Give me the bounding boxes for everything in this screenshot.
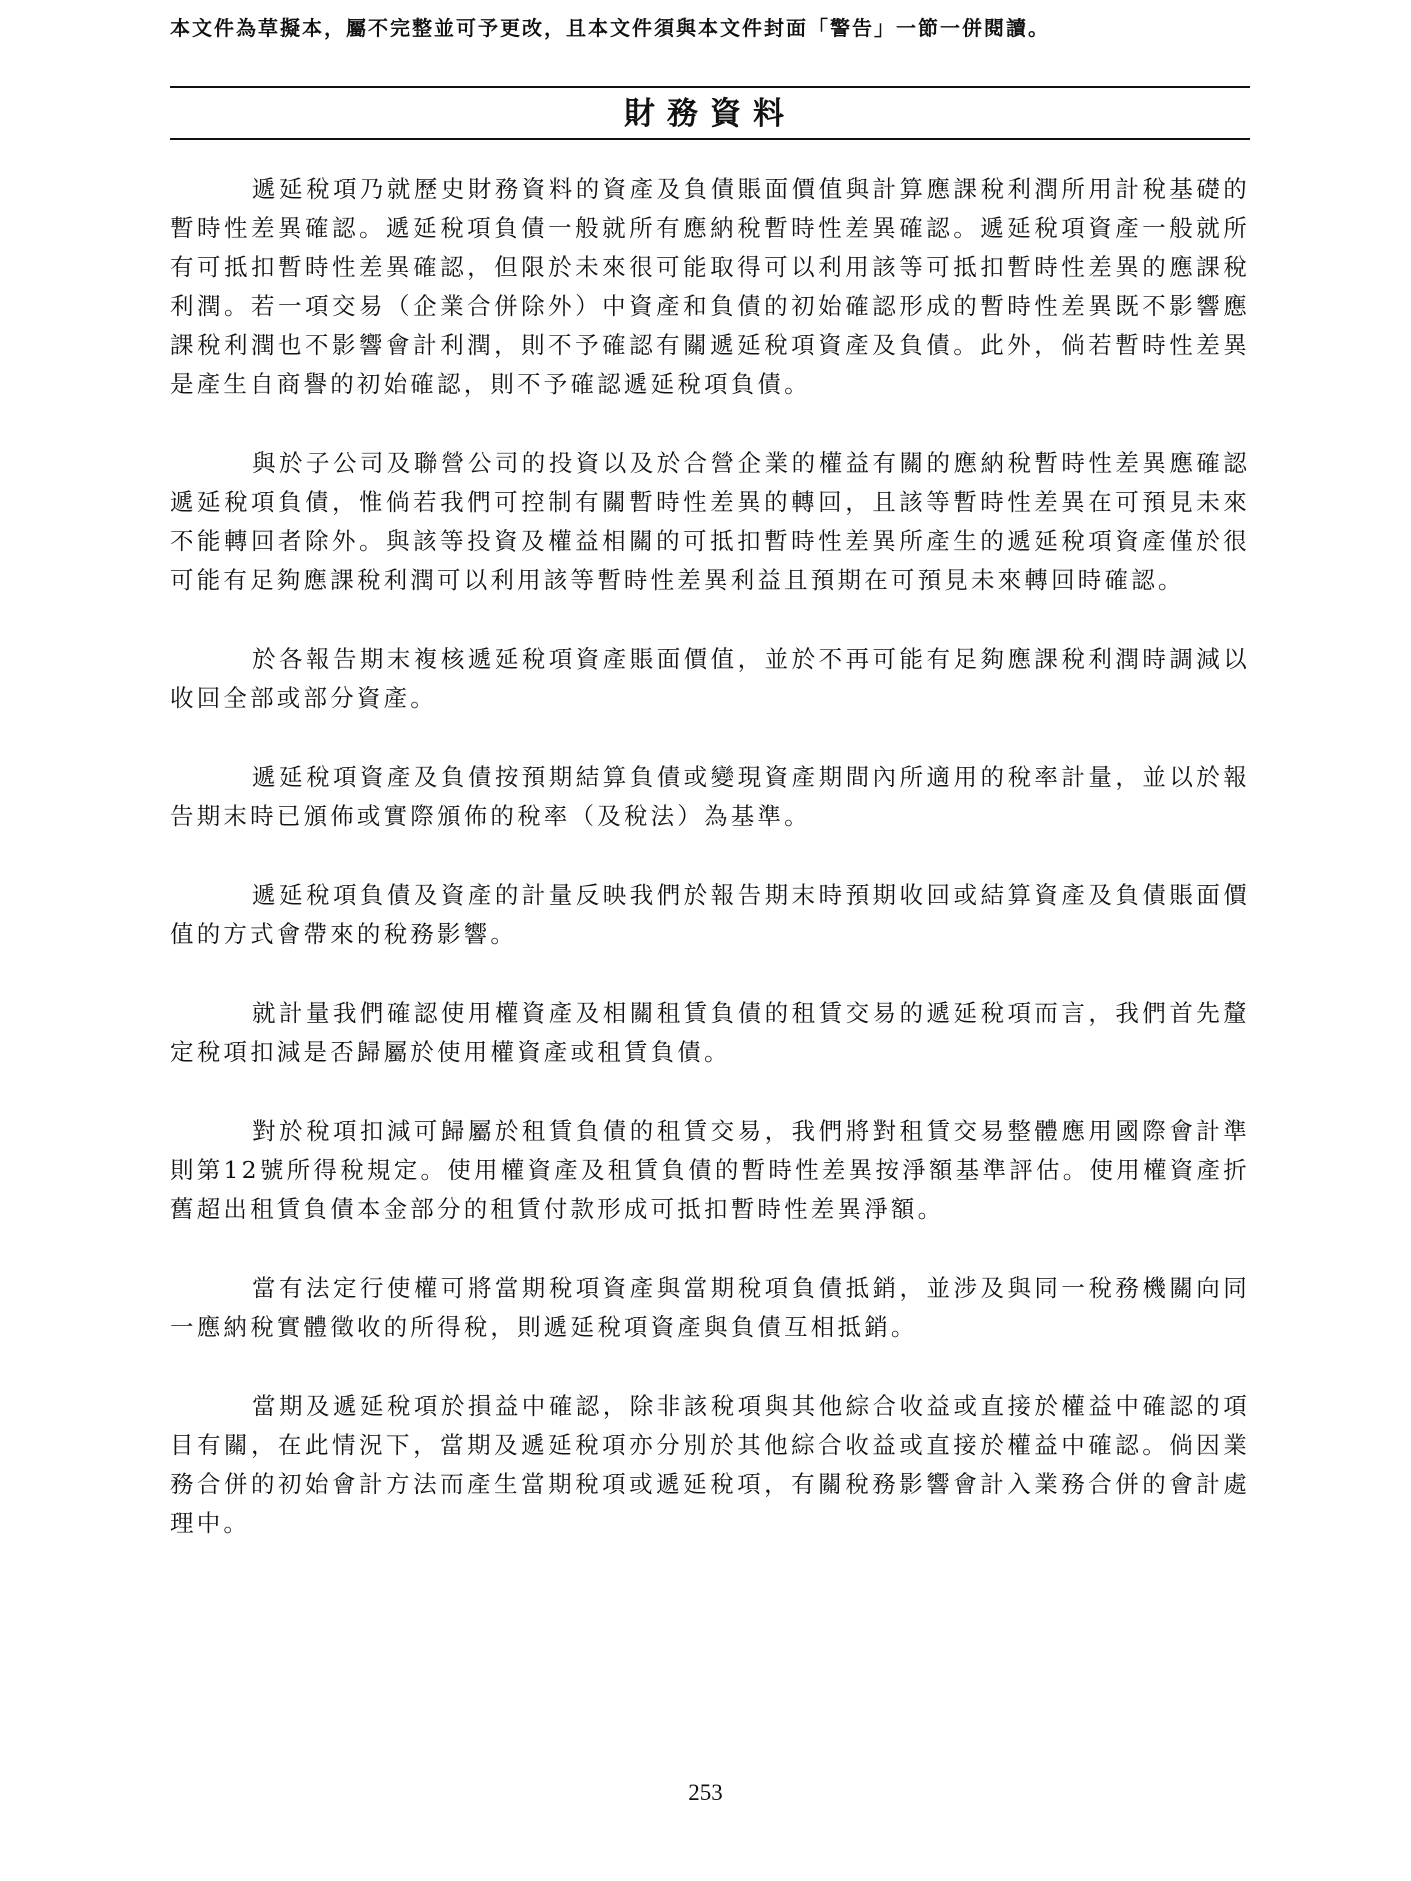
paragraph-tax-rates: 遞延稅項資產及負債按預期結算負債或變現資產期間內所適用的稅率計量，並以於報告期末時已頒佈或實際頒佈的稅率（及稅法）為基準。 xyxy=(170,763,1250,830)
page-number: 253 xyxy=(688,1780,723,1805)
paragraph-deferred-tax-recognition: 遞延稅項乃就歷史財務資料的資產及負債賬面價值與計算應課稅利潤所用計稅基礎的暫時性差異確認。遞延稅項負債一般就所有應納稅暫時性差異確認。遞延稅項資產一般就所有可抵扣暫時性差異確認，但限於未來很可能取得可以利用該等可抵扣暫時性差異的應課稅利潤。若一項交易（企業合併除外）中資產和負債的初始確認形成的暫時性差異既不影響應課稅利潤也不影響會計利潤，則不予確認有關遞延稅項資產及負債。此外，倘若暫時性差異是產生自商譽的初始確認，則不予確認遞延稅項負債。 xyxy=(170,175,1250,398)
paragraph-measurement: 遞延稅項負債及資產的計量反映我們於報告期末時預期收回或結算資產及負債賬面價值的方式會帶來的稅務影響。 xyxy=(170,881,1250,948)
paragraph-subsidiaries-associates: 與於子公司及聯營公司的投資以及於合營企業的權益有關的應納稅暫時性差異應確認遞延稅項負債，惟倘若我們可控制有關暫時性差異的轉回，且該等暫時性差異在可預見未來不能轉回者除外。與該等投資及權益相關的可抵扣暫時性差異所產生的遞延稅項資產僅於很可能有足夠應課稅利潤可以利用該等暫時性差異利益且預期在可預見未來轉回時確認。 xyxy=(170,449,1250,594)
paragraph-profit-or-loss: 當期及遞延稅項於損益中確認，除非該稅項與其他綜合收益或直接於權益中確認的項目有關，在此情況下，當期及遞延稅項亦分別於其他綜合收益或直接於權益中確認。倘因業務合併的初始會計方法而產生當期稅項或遞延稅項，有關稅務影響會計入業務合併的會計處理中。 xyxy=(170,1392,1250,1537)
document-body xyxy=(170,170,1250,1583)
paragraph-carrying-amount-review: 於各報告期末複核遞延稅項資產賬面價值，並於不再可能有足夠應課稅利潤時調減以收回全部或部分資產。 xyxy=(170,645,1250,712)
header-bottom-rule xyxy=(170,138,1250,140)
paragraph-lease-transactions: 就計量我們確認使用權資產及相關租賃負債的租賃交易的遞延稅項而言，我們首先釐定稅項扣減是否歸屬於使用權資產或租賃負債。 xyxy=(170,999,1250,1066)
header-top-rule xyxy=(170,86,1250,88)
draft-disclaimer: 本文件為草擬本，屬不完整並可予更改，且本文件須與本文件封面「警告」一節一併閱讀。 xyxy=(170,16,1050,40)
paragraph-offsetting: 當有法定行使權可將當期稅項資產與當期稅項負債抵銷，並涉及與同一稅務機關向同一應納稅實體徵收的所得稅，則遞延稅項資產與負債互相抵銷。 xyxy=(170,1274,1250,1341)
paragraph-lease-liabilities: 對於稅項扣減可歸屬於租賃負債的租賃交易，我們將對租賃交易整體應用國際會計準則第12號所得稅規定。使用權資產及租賃負債的暫時性差異按淨額基準評估。使用權資產折舊超出租賃負債本金部分的租賃付款形成可抵扣暫時性差異淨額。 xyxy=(170,1117,1250,1223)
section-title: 財務資料 xyxy=(624,96,796,132)
